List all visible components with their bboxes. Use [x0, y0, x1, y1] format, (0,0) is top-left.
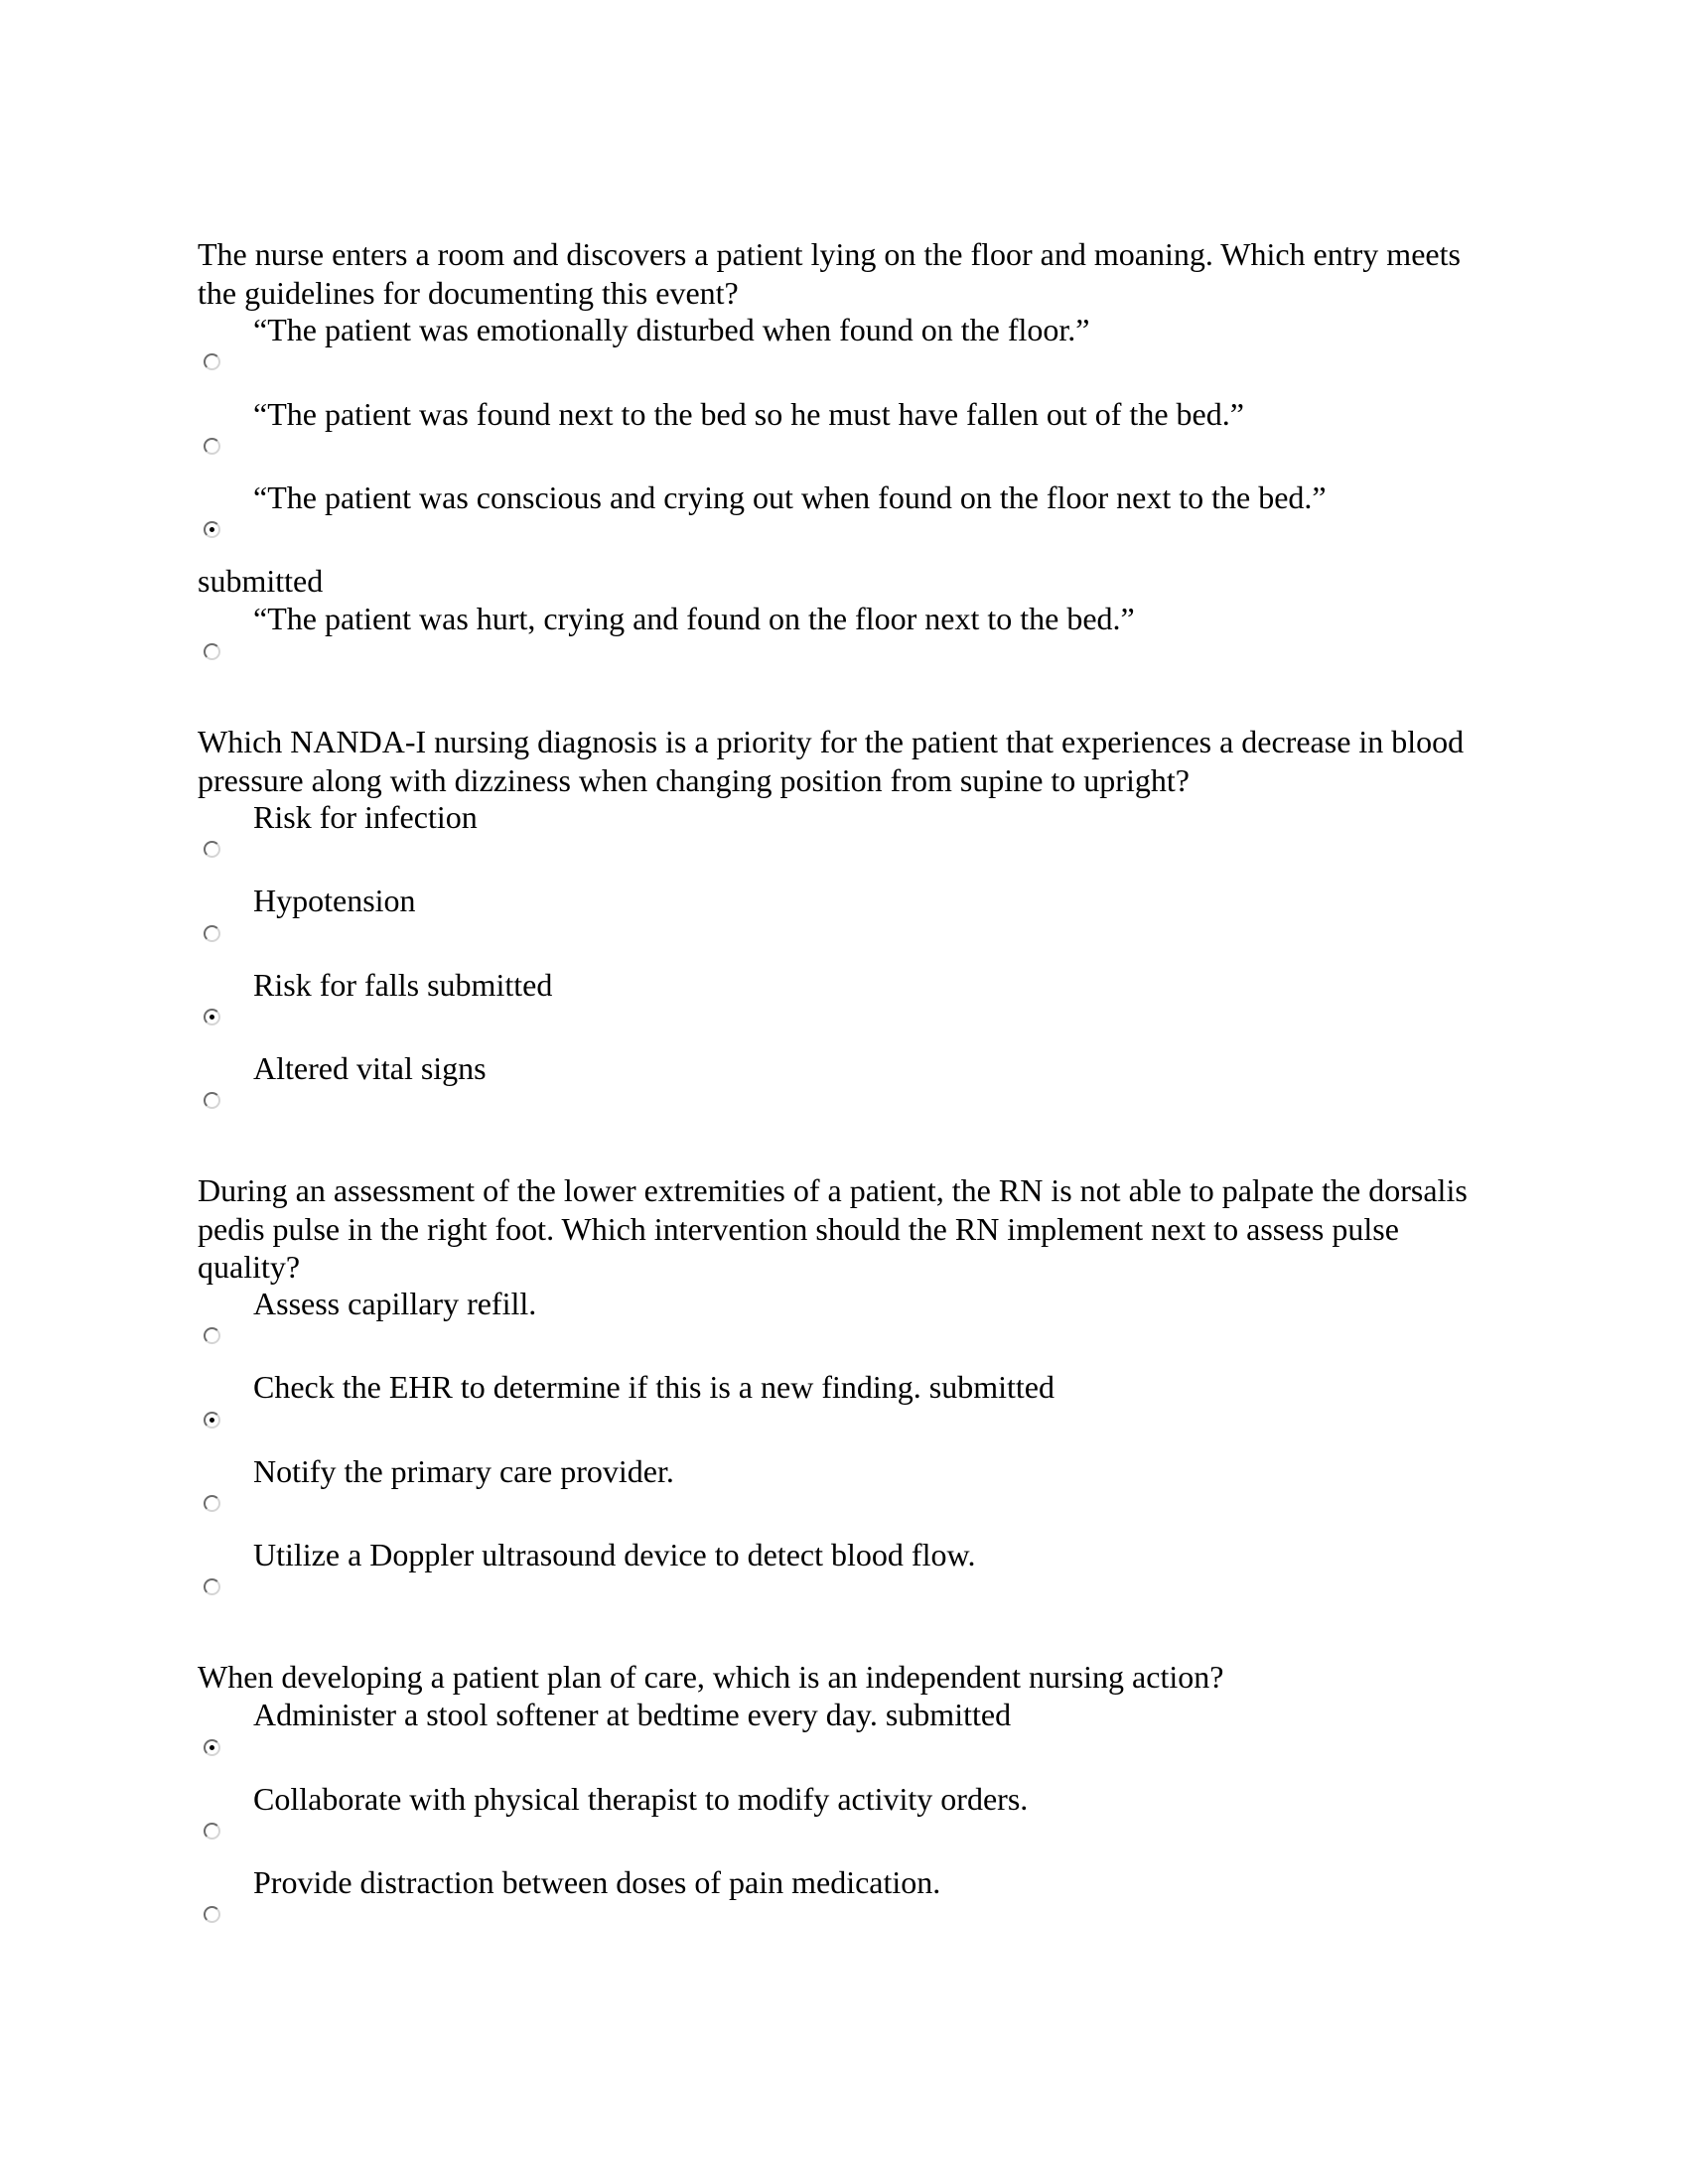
question-4-option-1-radio[interactable] — [204, 1739, 220, 1756]
question-2-option-2-label: Hypotension — [253, 883, 416, 918]
question-4-text: When developing a patient plan of care, which is an independent nursing action? — [198, 1659, 1224, 1695]
question-3-option-4-label: Utilize a Doppler ultrasound device to detect blood flow. — [253, 1537, 976, 1572]
question-2-option-3-radio[interactable] — [204, 1009, 220, 1025]
radio-dot — [210, 1745, 214, 1750]
question-3-option-1-radio[interactable] — [204, 1327, 220, 1344]
question-3-option-3-radio[interactable] — [204, 1495, 220, 1512]
question-3-option-2-label: Check the EHR to determine if this is a new finding. submitted — [253, 1369, 1055, 1405]
question-3-option-2-radio[interactable] — [204, 1412, 220, 1429]
question-2-option-4-radio[interactable] — [204, 1092, 220, 1109]
question-1-option-4-label: “The patient was hurt, crying and found on the floor next to the bed.” — [253, 601, 1135, 636]
question-1-option-3-label: “The patient was conscious and crying out when found on the floor next to the bed.” — [253, 479, 1327, 515]
question-1-option-3-radio[interactable] — [204, 521, 220, 538]
question-1-option-4-radio[interactable] — [204, 643, 220, 660]
question-3-option-4-radio[interactable] — [204, 1578, 220, 1595]
question-2-option-3-label: Risk for falls submitted — [253, 967, 553, 1003]
question-2-option-4-label: Altered vital signs — [253, 1050, 487, 1086]
question-4-option-2-label: Collaborate with physical therapist to modify activity orders. — [253, 1781, 1029, 1817]
question-1-option-2-radio[interactable] — [204, 438, 220, 455]
question-2-option-1-radio[interactable] — [204, 841, 220, 858]
question-3-option-1-label: Assess capillary refill. — [253, 1286, 537, 1321]
question-4-option-3-radio[interactable] — [204, 1906, 220, 1923]
question-3-text: During an assessment of the lower extremities of a patient, the RN is not able to palpate the dorsalis pedis pulse in the right foot. Which intervention should the RN implement next to assess pulse quality? — [198, 1172, 1468, 1285]
radio-dot — [210, 527, 214, 532]
question-1-text: The nurse enters a room and discovers a patient lying on the floor and moaning. Which entry meets the guidelines for documenting this event? — [198, 236, 1461, 311]
question-2-option-2-radio[interactable] — [204, 925, 220, 942]
question-1-option-1-label: “The patient was emotionally disturbed when found on the floor.” — [253, 312, 1090, 347]
radio-dot — [210, 1015, 214, 1020]
question-4-option-2-radio[interactable] — [204, 1823, 220, 1840]
question-2-option-1-label: Risk for infection — [253, 799, 478, 835]
question-2-text: Which NANDA-I nursing diagnosis is a priority for the patient that experiences a decrease in blood pressure along with dizziness when changing position from supine to upright? — [198, 724, 1465, 798]
question-3-option-3-label: Notify the primary care provider. — [253, 1453, 674, 1489]
question-4-option-3-label: Provide distraction between doses of pain medication. — [253, 1864, 941, 1900]
question-1-submitted-note: submitted — [198, 563, 324, 599]
radio-dot — [210, 1418, 214, 1423]
question-1-option-1-radio[interactable] — [204, 353, 220, 370]
question-4-option-1-label: Administer a stool softener at bedtime every day. submitted — [253, 1697, 1012, 1732]
question-1-option-2-label: “The patient was found next to the bed so he must have fallen out of the bed.” — [253, 396, 1244, 432]
